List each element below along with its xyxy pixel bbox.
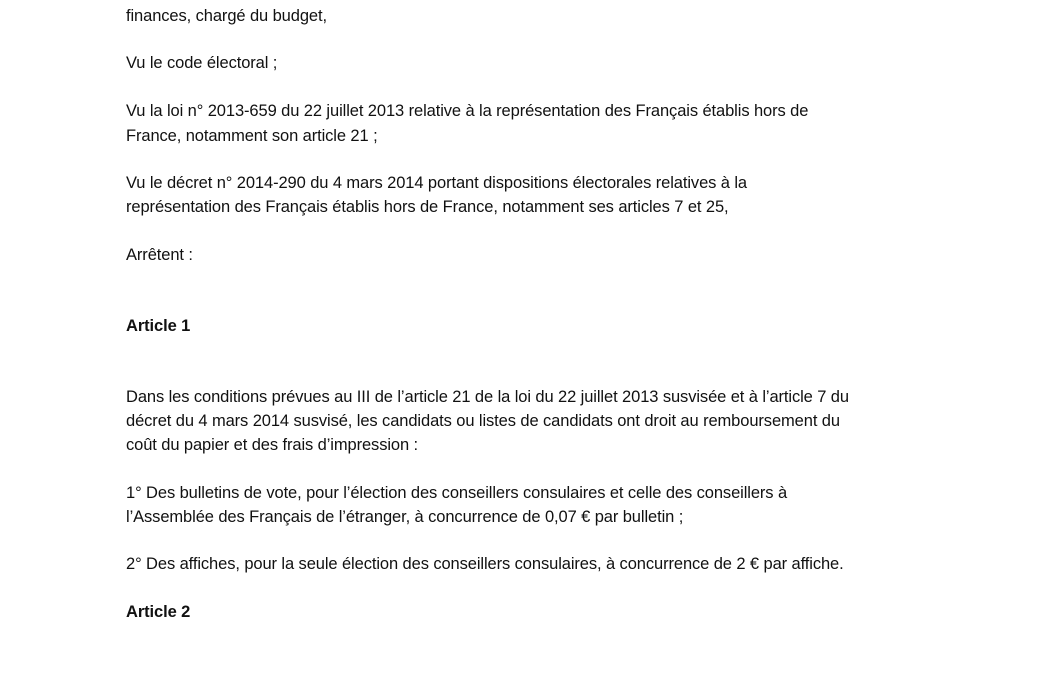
- text-line: Vu la loi n° 2013-659 du 22 juillet 2013 relative à la représentation des Français établis hors de: [126, 102, 809, 120]
- article-heading: Article 1: [126, 317, 191, 335]
- text-line: Vu le code électoral ;: [126, 54, 278, 72]
- text-line: France, notamment son article 21 ;: [126, 127, 378, 145]
- text-line: Arrêtent :: [126, 246, 193, 264]
- text-line: 2° Des affiches, pour la seule élection des conseillers consulaires, à concurrence de 2 € par affiche.: [126, 555, 844, 573]
- article-heading: Article 2: [126, 603, 191, 621]
- text-line: décret du 4 mars 2014 susvisé, les candidats ou listes de candidats ont droit au remboursement du: [126, 412, 840, 430]
- text-line: Dans les conditions prévues au III de l’article 21 de la loi du 22 juillet 2013 susvisée et à l’article 7 du: [126, 388, 849, 406]
- text-line: l’Assemblée des Français de l’étranger, à concurrence de 0,07 € par bulletin ;: [126, 508, 684, 526]
- text-line: représentation des Français établis hors de France, notamment ses articles 7 et 25,: [126, 198, 729, 216]
- text-line: Vu le décret n° 2014-290 du 4 mars 2014 portant dispositions électorales relatives à la: [126, 174, 747, 192]
- text-line: 1° Des bulletins de vote, pour l’élection des conseillers consulaires et celle des conseillers à: [126, 484, 788, 502]
- cut-off-line-bottom: [126, 668, 906, 675]
- text-line: coût du papier et des frais d’impression :: [126, 436, 419, 454]
- text-line: finances, chargé du budget,: [126, 7, 327, 25]
